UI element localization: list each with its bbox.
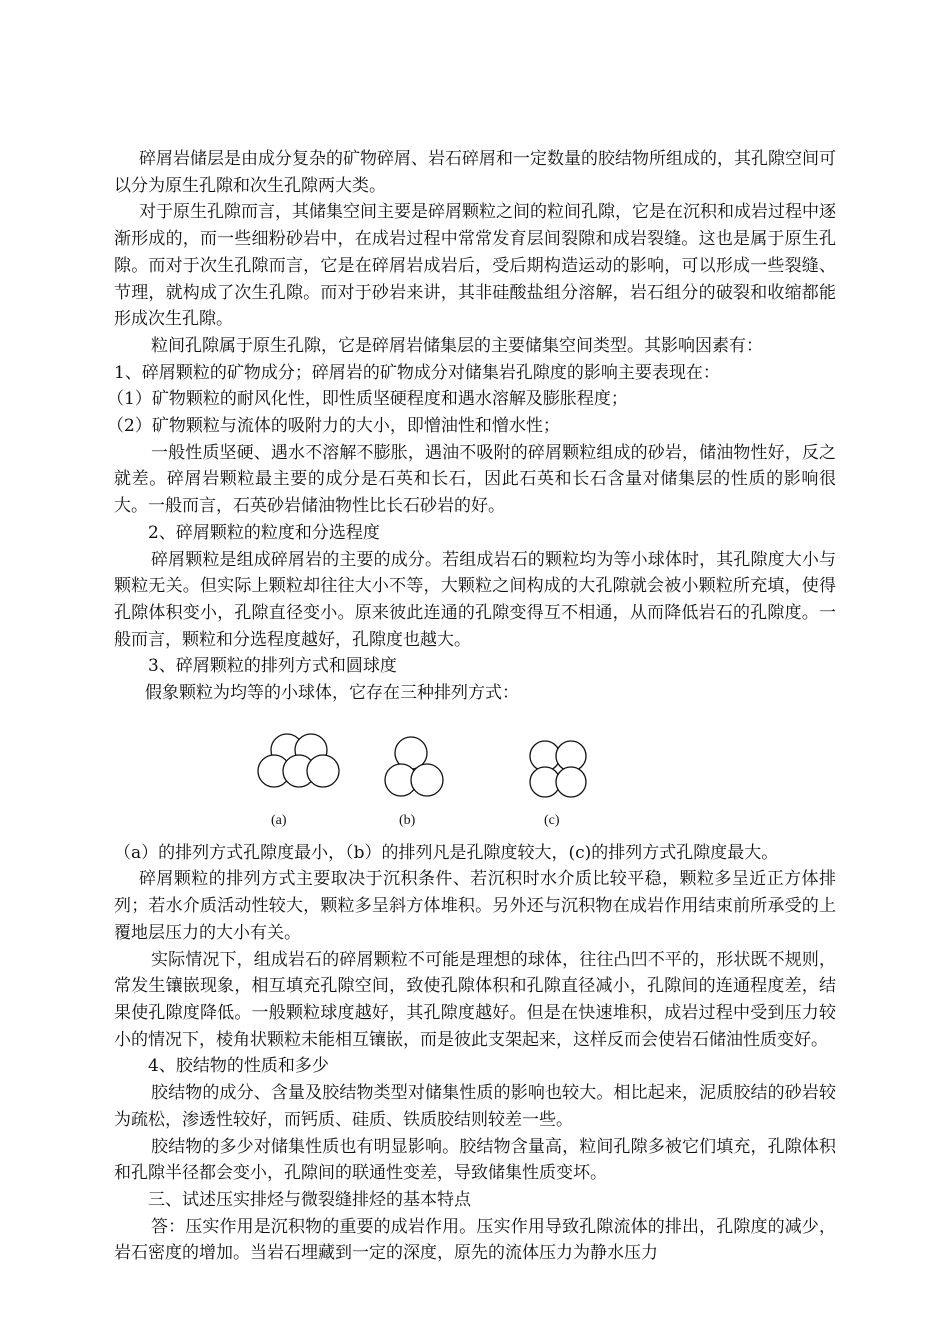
paragraph-sedimentary-conditions: 碎屑颗粒的排列方式主要取决于沉积条件、若沉积时水介质比较平稳，颗粒多呈近正方体排列；若水介质活动性较大，颗粒多呈斜方体堆积。另外还与沉积物在成岩作用结束前所承受的上覆地层压力的大小有关。 [114,869,836,943]
paragraph-three-packings: 假象颗粒为均等的小球体，它存在三种排列方式： [145,683,519,704]
document-body [107,146,836,1267]
list-item-weathering: （1）矿物颗粒的耐风化性，即性质坚硬程度和遇水溶解及膨胀程度； [107,389,628,410]
heading-cement: 4、胶结物的性质和多少 [148,1056,329,1077]
packing-diagram [114,707,836,840]
paragraph-sphericity: 实际情况下，组成岩石的碎屑颗粒不可能是理想的球体，往往凸凹不平的，形状既不规则，常发生镶嵌现象，相互填充孔隙空间，致使孔隙体积和孔隙直径减小，孔隙间的连通程度差，结果使孔隙度降低。一般颗粒球度越好，其孔隙度越好。但是在快速堆积，成岩过程中受到压力较小的情况下，棱角状颗粒未能相互镶嵌，而是彼此支架起来，这样反而会使岩石储油性质变好。 [114,949,836,1050]
packing-figure [114,707,836,840]
packing-c [530,741,586,797]
caption-a: (a) [271,812,287,828]
heading-mineral-composition: 1、碎屑颗粒的矿物成分；碎屑岩的矿物成分对储集岩孔隙度的影响主要表现在： [114,362,720,383]
heading-packing: 3、碎屑颗粒的排列方式和圆球度 [148,656,397,677]
packing-c-grain [556,767,586,797]
packing-a [258,734,339,787]
paragraph-cement-type: 胶结物的成分、含量及胶结物类型对储集性质的影响也较大。相比起来，泥质胶结的砂岩较为疏松，渗透性较好，而钙质、硅质、铁质胶结则较差一些。 [114,1083,836,1130]
paragraph-answer: 答：压实作用是沉积物的重要的成岩作用。压实作用导致孔隙流体的排出，孔隙度的减少，岩石密度的增加。当岩石埋藏到一定的深度，原先的流体压力为静水压力 [114,1216,836,1264]
packing-b [385,737,443,796]
caption-c: (c) [544,812,560,828]
packing-b-grain [411,764,443,796]
paragraph-intergranular: 粒间孔隙属于原生孔隙，它是碎屑岩储集层的主要储集空间类型。其影响因素有： [151,335,763,356]
list-item-adsorption: （2）矿物颗粒与流体的吸附力的大小，即憎油性和憎水性； [107,416,560,437]
paragraph-packing-porosity: （a）的排列方式孔隙度最小，（b）的排列凡是孔隙度较大，(c)的排列方式孔隙度最大。 [114,842,779,863]
paragraph-hardness: 一般性质坚硬、遇水不溶解不膨胀，遇油不吸附的碎屑颗粒组成的砂岩，储油物性好，反之就差。碎屑岩颗粒最主要的成分是石英和长石，因此石英和长石含量对储集层的性质的影响很大。一般而言，石英砂岩储油物性比长石砂岩的好。 [114,442,836,517]
paragraph-primary-pores: 对于原生孔隙而言，其储集空间主要是碎屑颗粒之间的粒间孔隙，它是在沉积和成岩过程中逐渐形成的，而一些细粉砂岩中，在成岩过程中常常发育层间裂隙和成岩裂缝。这也是属于原生孔隙。而对于次生孔隙而言，它是在碎屑岩成岩后，受后期构造运动的影响，可以形成一些裂缝、节理，就构成了次生孔隙。而对于砂岩来讲，其非硅酸盐组分溶解，岩石组分的破裂和收缩都能形成次生孔隙。 [114,202,836,330]
paragraph-cement-amount: 胶结物的多少对储集性质也有明显影响。胶结物含量高，粒间孔隙多被它们填充，孔隙体积和孔隙半径都会变小，孔隙间的联通性变差，导致储集性质变坏。 [114,1136,836,1184]
caption-b: (b) [399,812,416,828]
heading-grain-size: 2、碎屑颗粒的粒度和分选程度 [148,522,380,543]
packing-a-grain [307,755,339,787]
paragraph-intro: 碎屑岩储层是由成分复杂的矿物碎屑、岩石碎屑和一定数量的胶结物所组成的，其孔隙空间可以分为原生孔隙和次生孔隙两大类。 [114,149,836,196]
heading-question-three: 三、试述压实排烃与微裂缝排烃的基本特点 [148,1189,471,1210]
paragraph-grain-size: 碎屑颗粒是组成碎屑岩的主要的成分。若组成岩石的颗粒均为等小球体时，其孔隙度大小与颗粒无关。但实际上颗粒却往往大小不等，大颗粒之间构成的大孔隙就会被小颗粒所充填，使得孔隙体积变小，孔隙直径变小。原来彼此连通的孔隙变得互不相通，从而降低岩石的孔隙度。一般而言，颗粒和分选程度越好，孔隙度也越大。 [114,549,836,650]
